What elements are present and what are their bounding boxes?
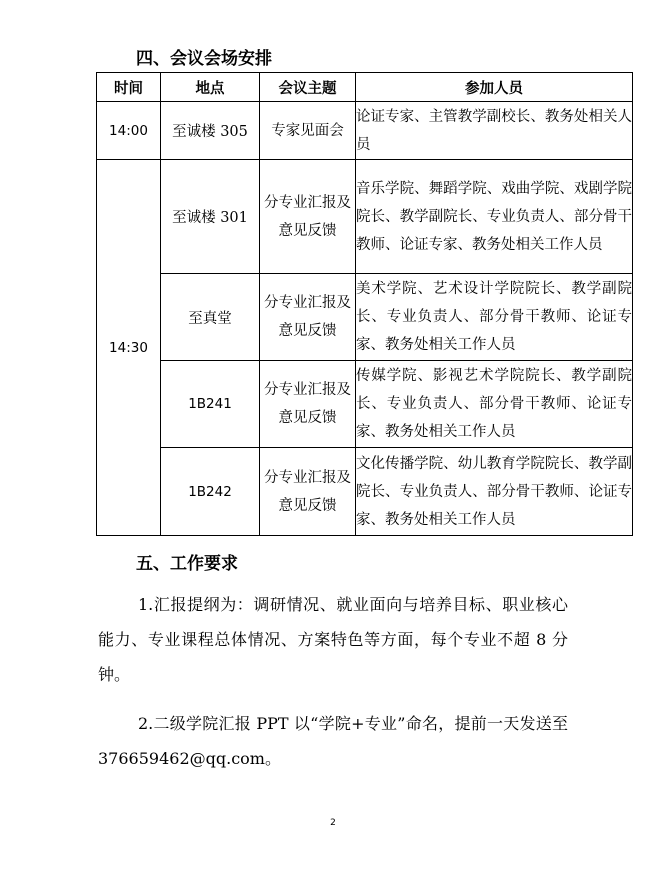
cell-location: 1B242: [161, 448, 260, 536]
cell-topic: 分专业汇报及意见反馈: [260, 361, 356, 448]
cell-location: 1B241: [161, 361, 260, 448]
table-header-row: [97, 73, 633, 102]
requirement-paragraph: 1.汇报提纲为：调研情况、就业面向与培养目标、职业核心能力、专业课程总体情况、方案特色等方面，每个专业不超 8 分钟。: [98, 595, 568, 684]
table-row: [97, 160, 633, 274]
header-topic: 会议主题: [260, 73, 356, 102]
page-number: 2: [330, 818, 336, 828]
table-row: [97, 361, 633, 448]
requirement-paragraph: 2.二级学院汇报 PPT 以“学院+专业”命名，提前一天发送至 376659462@qq.com。: [98, 714, 568, 768]
cell-participants: 传媒学院、影视艺术学院院长、教学副院长、专业负责人、部分骨干教师、论证专家、教务处相关工作人员: [356, 361, 633, 448]
header-time: 时间: [97, 73, 161, 102]
table-row: [97, 102, 633, 160]
cell-location: 至真堂: [161, 274, 260, 361]
cell-participants: 音乐学院、舞蹈学院、戏曲学院、戏剧学院院长、教学副院长、专业负责人、部分骨干教师、论证专家、教务处相关工作人员: [356, 160, 633, 274]
cell-participants: 文化传播学院、幼儿教育学院院长、教学副院长、专业负责人、部分骨干教师、论证专家、教务处相关工作人员: [356, 448, 633, 536]
cell-participants: 美术学院、艺术设计学院院长、教学副院长、专业负责人、部分骨干教师、论证专家、教务处相关工作人员: [356, 274, 633, 361]
section-heading-requirements: 五、工作要求: [136, 554, 238, 574]
cell-topic: 分专业汇报及意见反馈: [260, 274, 356, 361]
cell-participants: 论证专家、主管教学副校长、教务处相关人员: [356, 102, 633, 160]
cell-topic: 分专业汇报及意见反馈: [260, 448, 356, 536]
header-participants: 参加人员: [356, 73, 633, 102]
cell-topic: 分专业汇报及意见反馈: [260, 160, 356, 274]
table-row: [97, 448, 633, 536]
cell-location: 至诚楼 305: [161, 102, 260, 160]
cell-location: 至诚楼 301: [161, 160, 260, 274]
header-location: 地点: [161, 73, 260, 102]
section-heading-venue: 四、会议会场安排: [136, 49, 272, 69]
cell-time: 14:30: [97, 160, 161, 536]
cell-topic: 专家见面会: [260, 102, 356, 160]
schedule-table: [96, 72, 633, 536]
table-row: [97, 274, 633, 361]
cell-time: 14:00: [97, 102, 161, 160]
